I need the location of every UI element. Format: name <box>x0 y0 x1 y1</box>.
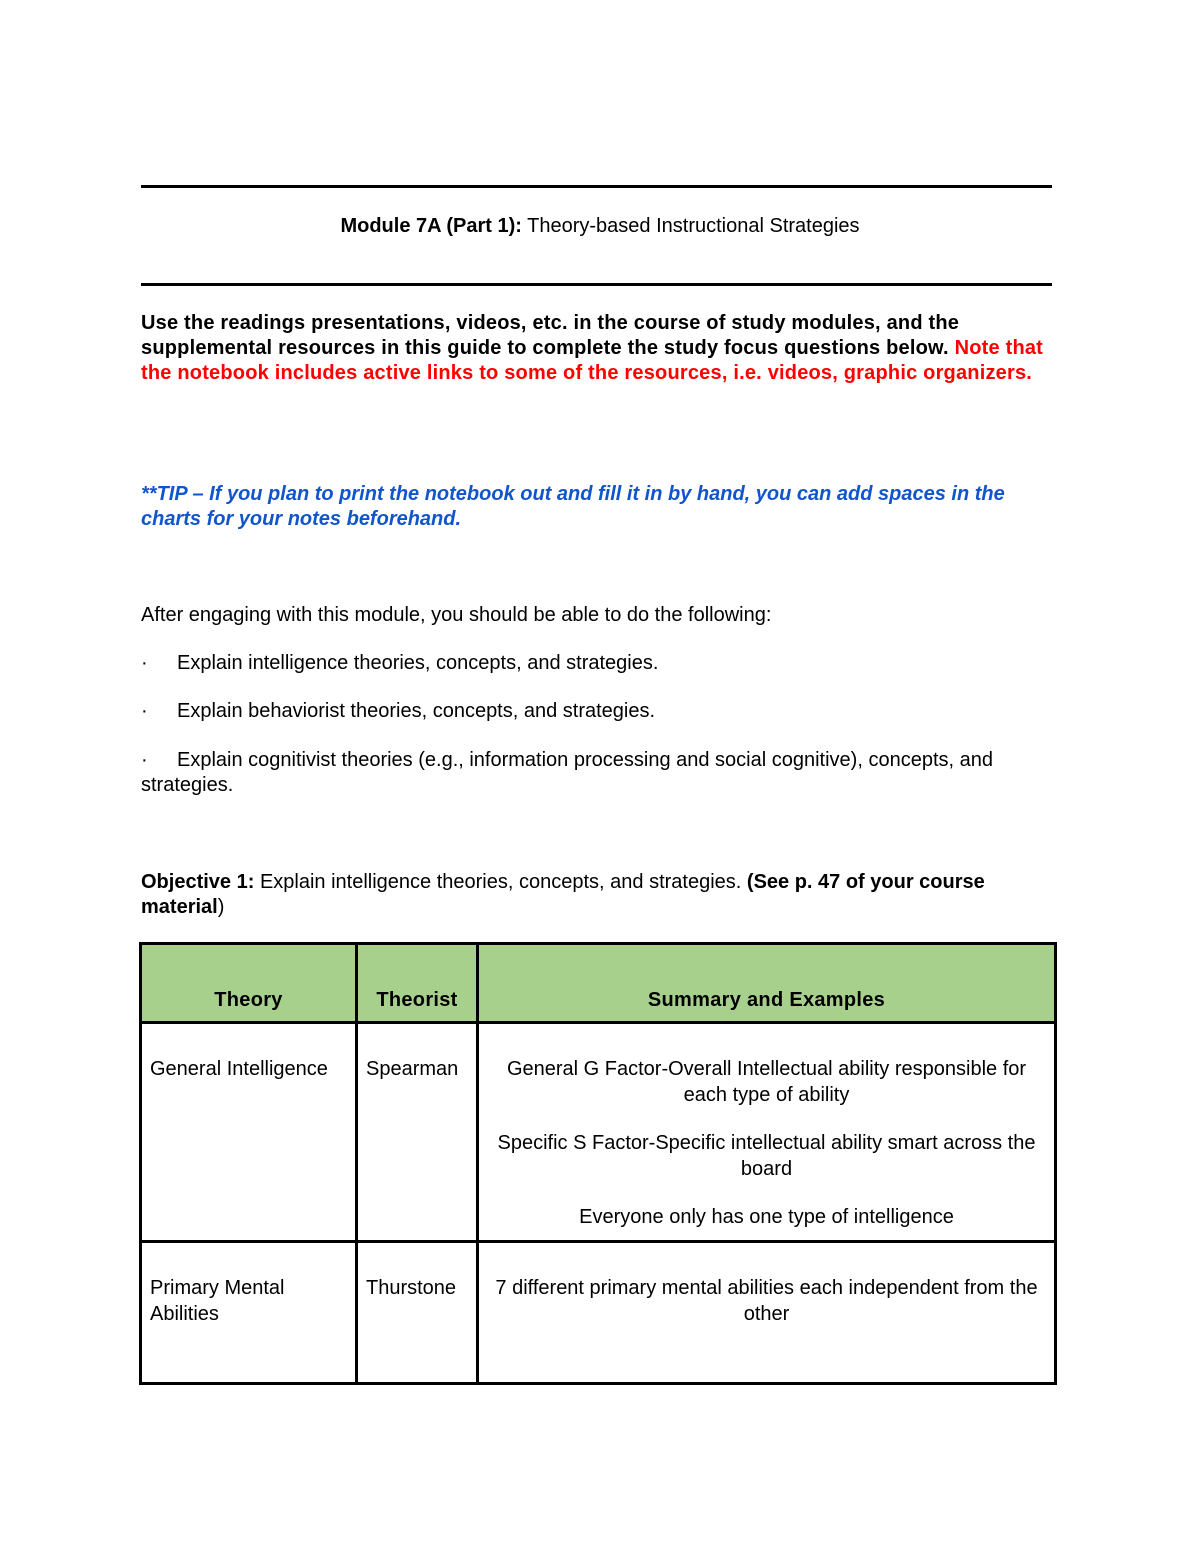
page-title <box>141 213 1059 239</box>
objective-list-item <box>141 699 1059 724</box>
objective-reference-close: ) <box>217 896 225 918</box>
instructions-main: Use the readings presentations, videos, etc. in the course of study modules, and the supplemental resources in this guide to complete the study focus questions below. <box>141 312 960 359</box>
header-summary: Summary and Examples <box>478 944 1056 1023</box>
cell-theorist <box>357 1242 478 1384</box>
cell-theory-text: Primary Mental Abilities <box>150 1277 285 1325</box>
bullet-marker: · <box>141 700 148 722</box>
summary-line: Everyone only has one type of intelligence <box>579 1206 954 1228</box>
objective-text: Explain intelligence theories, concepts, and strategies. <box>254 871 747 893</box>
table-header-row <box>141 944 1056 1023</box>
objective-list-item <box>141 651 1059 676</box>
cell-summary <box>478 1242 1056 1384</box>
cell-theory <box>141 1023 357 1242</box>
bullet-marker: · <box>141 749 148 771</box>
title-module-label: Module 7A (Part 1): <box>340 215 522 237</box>
cell-summary <box>478 1023 1056 1242</box>
instructions-paragraph <box>141 311 1059 386</box>
bullet-text: Explain cognitivist theories (e.g., information processing and social cognitive), concepts, and strategies. <box>141 749 993 796</box>
theories-table <box>139 942 1057 1385</box>
cell-theorist-text: Thurstone <box>366 1277 457 1299</box>
bottom-divider <box>141 283 1052 286</box>
objective-list-item <box>141 748 1059 798</box>
summary-line: General G Factor-Overall Intellectual ability responsible for each type of ability <box>506 1058 1027 1106</box>
objective-label: Objective 1: <box>141 871 255 893</box>
table-row <box>141 1242 1056 1384</box>
bullet-marker: · <box>141 652 148 674</box>
tip-paragraph: **TIP – If you plan to print the notebook out and fill it in by hand, you can add spaces in the charts for your notes beforehand. <box>141 483 1005 530</box>
bullet-text: Explain behaviorist theories, concepts, and strategies. <box>177 700 656 722</box>
objective-reference: (See p. 47 of your course material <box>141 871 985 918</box>
title-text: Theory-based Instructional Strategies <box>521 215 860 237</box>
header-theory: Theory <box>141 944 357 1023</box>
summary-line: 7 different primary mental abilities each independent from the other <box>495 1277 1038 1325</box>
intro-paragraph: After engaging with this module, you should be able to do the following: <box>141 604 772 626</box>
top-divider <box>141 185 1052 188</box>
cell-theory-text: General Intelligence <box>150 1058 328 1080</box>
cell-theorist <box>357 1023 478 1242</box>
instructions-note: Note that the notebook includes active links to some of the resources, i.e. videos, graphic organizers. <box>141 337 1044 384</box>
bullet-text: Explain intelligence theories, concepts, and strategies. <box>177 652 659 674</box>
cell-theorist-text: Spearman <box>366 1058 459 1080</box>
table-row <box>141 1023 1056 1242</box>
objective-heading <box>141 870 1059 920</box>
cell-theory <box>141 1242 357 1384</box>
summary-line: Specific S Factor-Specific intellectual ability smart across the board <box>497 1132 1036 1180</box>
header-theorist: Theorist <box>357 944 478 1023</box>
